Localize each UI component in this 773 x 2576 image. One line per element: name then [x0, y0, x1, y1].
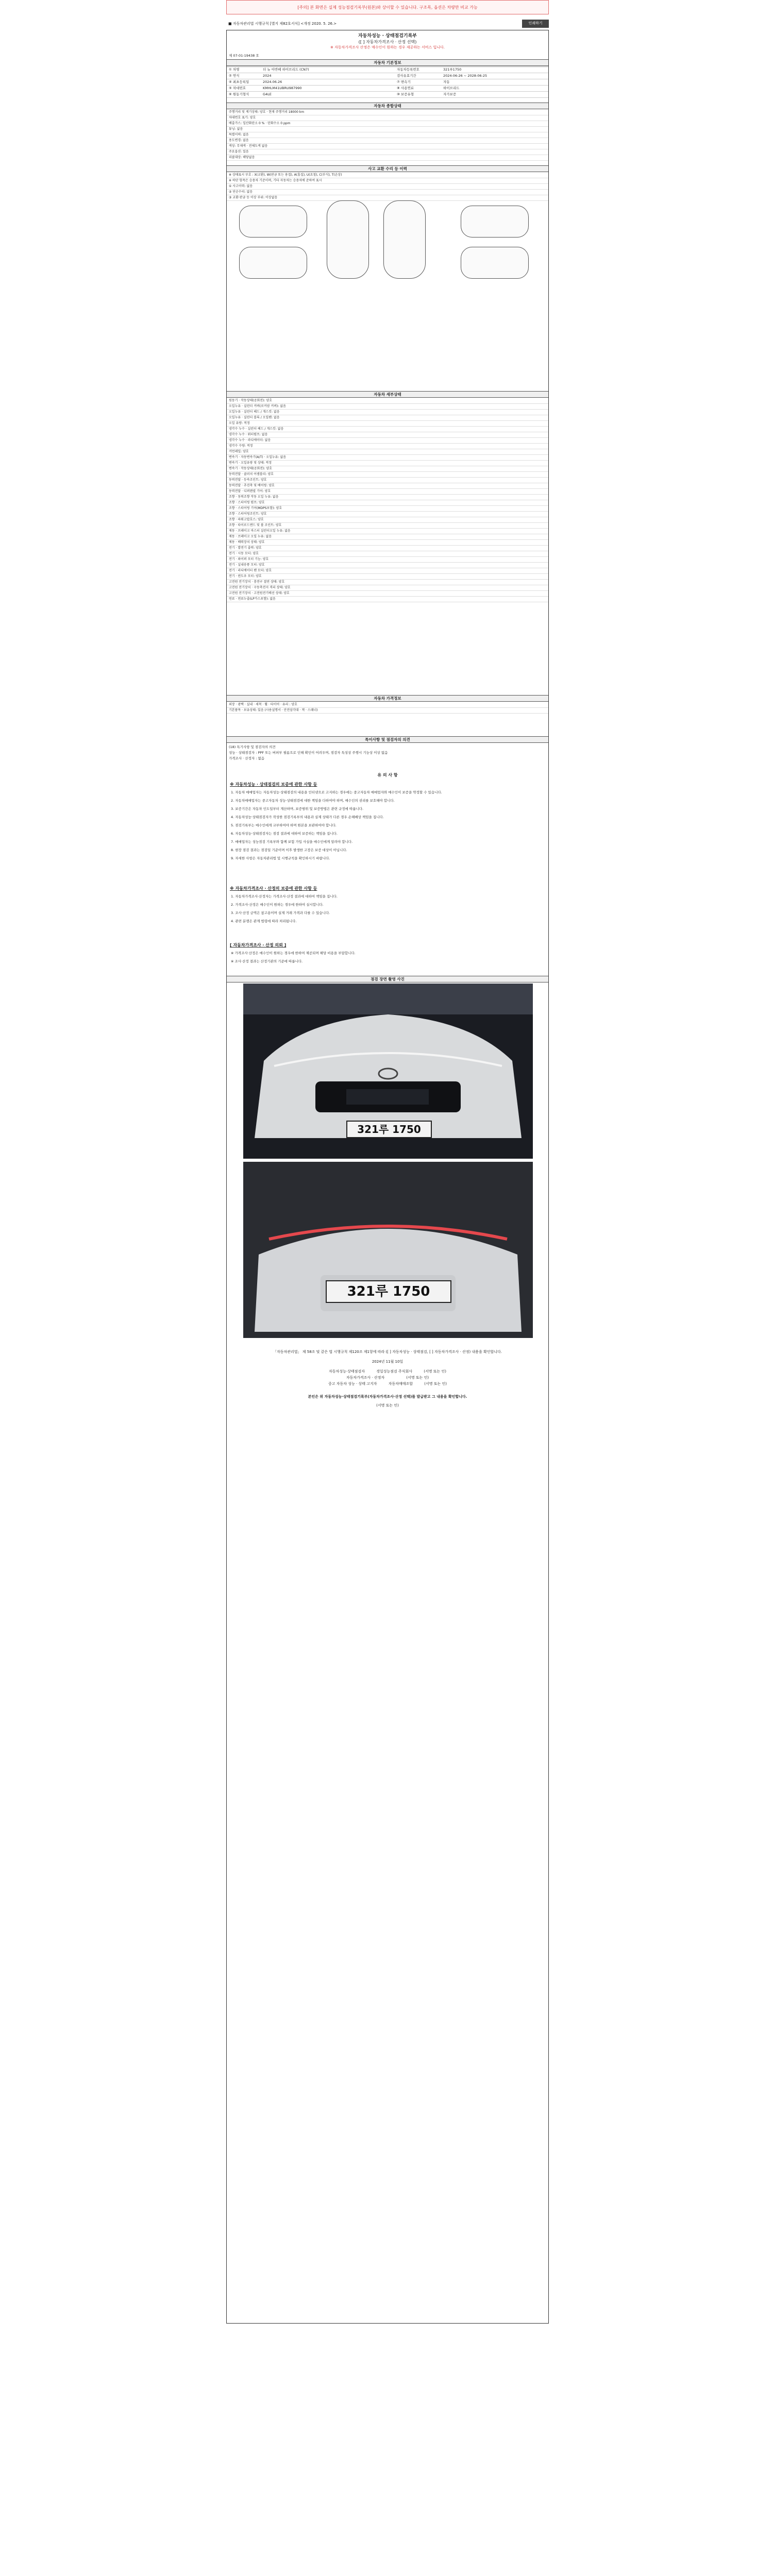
detail-row: 고전원 전기장치 · 고전원전기배선 상태: 양호 — [227, 591, 548, 597]
status-row: 주행거리 및 계기상태: 양호 · 현재 주행거리 18000 km — [227, 110, 548, 115]
detail-row: 전기 · 와이퍼 모터 기능: 양호 — [227, 557, 548, 563]
document-title-block — [227, 33, 548, 50]
law-text: 「자동차관리법」 제 58조 및 같은 법 시행규칙 제120조 제1항에 따라 ([ ] 자동차성능 · 상태점검, [ ] 자동차가격조사 · 산정) 내용을 확인합니다. — [273, 1350, 502, 1354]
notice-paragraph: ※ 조사·산정 결과는 산정기관의 기준에 따릅니다. — [231, 959, 303, 963]
notice-head-price: ※ 자동차가격조사 · 산정의 보증에 관한 사항 등 — [230, 886, 317, 891]
detail-row: 조향 · 스티어링 펌프: 양호 — [227, 500, 548, 506]
status-row: 튜닝: 없음 — [227, 127, 548, 132]
signature-notifier-row — [227, 1381, 548, 1387]
price-row: 기본품목 · 보유상태: 있음 (사용설명서 · 안전삼각대 · 잭 · 스패너) — [227, 708, 548, 714]
detail-row: 전기 · 시동 모터: 양호 — [227, 551, 548, 557]
rear-car-svg — [243, 1162, 533, 1338]
status-list — [227, 110, 548, 161]
notifier-label: 중고 자동차 성능 · 상태 고지자 — [328, 1382, 377, 1386]
detail-row: 고전원 전기장치 · 충전구 절연 상태: 양호 — [227, 580, 548, 585]
detail-row: 커먼레일: 양호 — [227, 449, 548, 455]
basic-row-first-reg — [227, 79, 548, 86]
inspection-document — [226, 30, 549, 2324]
notice-paragraph: 5. 점검기록부는 매수인에게 교부하여야 하며 원본을 보관하여야 합니다. — [231, 823, 337, 827]
exterior-note-row: ※ 상태표시 부호 : X(교환), W(판금 또는 용접), A(흠집), U(요철), C(부식), T(손상) — [227, 173, 548, 178]
exterior-note-row: ② 단순수리: 없음 — [227, 190, 548, 195]
vehicle-period-label: 검사유효기간 — [397, 74, 416, 78]
notifier-value: 자동차매매조합 — [388, 1382, 413, 1386]
signature-date: 2024년 11월 10일 — [372, 1360, 404, 1364]
car-side-right-shape — [461, 206, 529, 238]
notice-paragraph: 2. 가격조사·산정은 매수인이 원하는 경우에 한하여 실시합니다. — [231, 903, 324, 907]
exterior-note-row: ※ 하단 항목은 승용차 기준이며, 기타 자동차는 승용차에 준하여 표시 — [227, 178, 548, 184]
front-photo — [243, 984, 533, 1159]
section-price-info: 자동차 가격정보 — [227, 695, 548, 702]
notice-price-paragraphs — [231, 894, 545, 927]
detail-row: 연료 · 연료누출(LP가스포함): 없음 — [227, 597, 548, 602]
basic-row-vin — [227, 86, 548, 92]
notice-paragraph: 6. 자동차성능·상태점검자는 점검 결과에 대하여 보증하는 책임을 집니다. — [231, 832, 338, 836]
appraiser-sign: (서명 또는 인) — [406, 1376, 429, 1380]
detail-row: 조향 · 동력조향 작동 오일 누유: 없음 — [227, 495, 548, 500]
detail-row: 오일 유량: 적정 — [227, 421, 548, 427]
appraiser-label: 자동차가격조사 · 산정자 — [346, 1376, 385, 1380]
form-number: ■ 자동차관리법 시행규칙 [별지 제82호서식] <개정 2020. 5. 26.> — [228, 22, 337, 26]
opinion-appraiser-text: 없음 — [258, 756, 265, 760]
section-basic-info: 자동차 기본정보 — [227, 59, 548, 66]
notice-paragraph: 1. 자동차 매매업자는 자동차성능·상태점검의 내용을 인터넷으로 고지하는 경우에는 중고자동차 매매업자와 매수인이 보증을 약정할 수 있습니다. — [231, 790, 442, 794]
detail-row: 조향 · 스티어링 기어(MDPS포함): 양호 — [227, 506, 548, 512]
notice-inspection-paragraphs — [231, 790, 545, 864]
car-rear-shape — [461, 247, 529, 279]
detail-row: 전기 · 발전기 출력: 양호 — [227, 546, 548, 551]
vehicle-warranty: 자가보증 — [443, 92, 457, 96]
car-front-shape — [239, 247, 307, 279]
notice-title: 유 의 사 항 — [377, 773, 398, 777]
basic-info-grid — [227, 66, 548, 98]
exterior-notes — [227, 173, 548, 201]
status-row: 주요옵션: 있음 — [227, 149, 548, 155]
detail-row: 원동기 · 작동상태(공회전): 양호 — [227, 398, 548, 404]
vehicle-vin-label: ⑤ 차대번호 — [229, 86, 246, 90]
detail-row: 조향 · 스티어링조인트: 양호 — [227, 512, 548, 517]
notice-paragraph: 4. 관련 분쟁은 관계 법령에 따라 처리됩니다. — [231, 919, 297, 923]
section-detail-status: 자동차 세부상태 — [227, 391, 548, 398]
price-info-list — [227, 702, 548, 714]
car-top-shape — [327, 200, 369, 279]
vehicle-trans-label: ⑦ 변속기 — [397, 80, 411, 84]
notice-paragraph: 3. 보증기간은 자동차 인도일부터 계산하며, 보증범위 및 보증방법은 관련 규정에 따릅니다. — [231, 807, 364, 811]
rear-photo — [243, 1162, 533, 1338]
detail-row: 오일누유 · 실린더 블록 / 오일팬: 없음 — [227, 415, 548, 421]
vehicle-period: 2024-06-26 ~ 2028-06-25 — [443, 74, 488, 78]
car-outline-diagram — [229, 200, 547, 283]
vehicle-name-label: ① 차명 — [229, 67, 240, 72]
detail-row: 오일누유 · 실린더 커버(로커암 커버): 없음 — [227, 404, 548, 410]
status-row: 용도변경: 없음 — [227, 138, 548, 144]
car-side-left-shape — [239, 206, 307, 238]
top-toolbar — [226, 20, 549, 28]
vehicle-reg-label: 자동차등록번호 — [397, 67, 419, 72]
opinion-checker-text: PPF 또는 버퍼부 필름으로 인해 확인이 어려우며, 점검자 특성상 주행시 기능상 이상 없음 — [258, 751, 388, 755]
detail-row: 제동 · 배력장치 상태: 양호 — [227, 540, 548, 546]
opinion-label: (18) 특기사항 및 점검자의 의견 — [229, 745, 276, 749]
document-note: ※ 자동차가격조사 산정은 매수인이 원하는 경우 제공하는 서비스 입니다. — [330, 45, 445, 49]
vehicle-first-reg: 2024.06.26 — [263, 80, 282, 84]
front-license-plate: 321루 1750 — [346, 1121, 432, 1138]
detail-row: 조향 · 파워고압호스: 양호 — [227, 517, 548, 523]
vehicle-engine: G4LE — [263, 92, 272, 96]
signature-checker-row — [227, 1368, 548, 1375]
document-subtitle: ([ ] 자동차가격조사 · 산정 선택) — [358, 40, 417, 44]
status-row: 리콜대상: 해당없음 — [227, 155, 548, 161]
vehicle-first-reg-label: ④ 최초등록일 — [229, 80, 249, 84]
notice-head-inspection: ※ 자동차성능 · 상태점검의 보증에 관한 사항 등 — [230, 782, 317, 787]
vehicle-vin: KMHLM41UBRU987990 — [263, 86, 302, 90]
vehicle-year-label: ② 연식 — [229, 74, 240, 78]
detail-row: 냉각수 누수 · 워터펌프: 없음 — [227, 432, 548, 438]
vehicle-fuel-label: ⑧ 사용연료 — [397, 86, 414, 90]
signature-appraiser-row — [227, 1375, 548, 1381]
detail-row: 변속기 · 작동상태(공회전): 양호 — [227, 466, 548, 472]
notice-head-request: [ 자동차가격조사 · 산정 의뢰 ] — [230, 943, 287, 947]
notice-paragraph: 9. 자세한 사항은 자동차관리법 및 시행규칙을 확인하시기 바랍니다. — [231, 856, 330, 860]
opinion-row-appraiser: 가격조사 · 산정자 : 없음 — [229, 756, 265, 760]
notice-request-paragraphs — [231, 951, 545, 971]
notice-paragraph: 2. 자동차매매업자는 중고자동차 성능·상태점검에 대한 책임을 다하여야 하며, 매수인의 권리를 보호해야 합니다. — [231, 799, 395, 803]
notice-paragraph: 1. 자동차가격조사·산정자는 가격조사·산정 결과에 대하여 책임을 집니다. — [231, 894, 338, 899]
vehicle-warranty-label: ⑩ 보증유형 — [397, 92, 414, 96]
inspection-page — [226, 0, 549, 2324]
detail-row: 동력전달 · 등속조인트: 양호 — [227, 478, 548, 483]
detail-row: 동력전달 · 클러치 어셈블리: 양호 — [227, 472, 548, 478]
section-accident-history: 사고 교환 수리 등 이력 — [227, 165, 548, 172]
detail-status-list — [227, 398, 548, 602]
detail-row: 전기 · 윈도우 모터: 양호 — [227, 574, 548, 580]
notice-paragraph: 7. 매매업자는 성능점검 기록부와 함께 보험 가입 사실을 매수인에게 알려야 합니다. — [231, 840, 353, 844]
vehicle-name: 더 뉴 아반떼 하이브리드 (CN7) — [263, 67, 309, 72]
detail-row: 제동 · 브레이크 마스터 실린더오일 누유: 없음 — [227, 529, 548, 534]
exterior-note-row: ① 사고이력: 없음 — [227, 184, 548, 190]
vehicle-fuel: 하이브리드 — [443, 86, 460, 90]
detail-row: 제동 · 브레이크 오일 누유: 없음 — [227, 534, 548, 540]
warning-banner: [주의] 본 화면은 실제 성능점검기록부(원본)와 상이할 수 있습니다. 구조목, 옵션은 차량만 비교 가능 — [226, 0, 549, 14]
status-row: 특별이력: 없음 — [227, 132, 548, 138]
detail-row: 오일누유 · 실린더 헤드 / 개스킷: 없음 — [227, 410, 548, 415]
basic-row-year — [227, 73, 548, 79]
section-photos: 점검 장면 촬영 사진 — [227, 976, 548, 982]
vehicle-year: 2024 — [263, 74, 272, 78]
price-row: 외장 · 광택 · 실내 · 세척 · 휠 · 타이어 · 유리 : 양호 — [227, 702, 548, 708]
print-button[interactable]: 인쇄하기 — [522, 20, 549, 28]
checker-label: 자동차성능·상태점검자 — [329, 1369, 365, 1374]
detail-row: 동력전달 · 추진축 및 베어링: 양호 — [227, 483, 548, 489]
detail-row: 고전원 전기장치 · 구동축전지 격리 상태: 양호 — [227, 585, 548, 591]
notifier-sign: (서명 또는 인) — [424, 1382, 447, 1386]
detail-row: 냉각수 누수 · 라디에이터: 없음 — [227, 438, 548, 444]
detail-row: 냉각수 누수 · 실린더 헤드 / 개스킷: 없음 — [227, 427, 548, 432]
detail-row: 전기 · 실내송풍 모터: 양호 — [227, 563, 548, 568]
opinion-block — [229, 744, 547, 761]
status-row: 차대번호 표기: 양호 — [227, 115, 548, 121]
rear-license-plate: 321루 1750 — [326, 1280, 451, 1303]
signature-block — [227, 1349, 548, 1408]
section-opinion: 특이사항 및 점검자의 의견 — [227, 736, 548, 743]
vehicle-reg: 321루1750 — [443, 67, 462, 72]
exterior-note-row: ③ 교환·판금 등 이상 부위: 이상없음 — [227, 195, 548, 201]
receive-text: 본인은 위 자동차성능·상태점검기록부(자동차가격조사·산정 선택)를 발급받고 그 내용을 확인합니다. — [308, 1395, 467, 1399]
document-title: 자동차성능 · 상태점검기록부 — [358, 33, 417, 39]
detail-row: 변속기 · 오일유량 및 상태: 적정 — [227, 461, 548, 466]
notice-paragraph: 3. 조사·산정 금액은 참고용이며 실제 거래 가격과 다를 수 있습니다. — [231, 911, 330, 915]
checker-sign: (서명 또는 인) — [424, 1369, 446, 1374]
opinion-row-checker: 성능 · 상태점검자 : PPF 또는 버퍼부 필름으로 인해 확인이 어려우며, 점검자 특성상 주행시 기능상 이상 없음 — [229, 751, 388, 755]
status-row: 색상: 무채색 · 전체도색 없음 — [227, 144, 548, 149]
basic-row-engine — [227, 92, 548, 98]
notice-paragraph: 8. 현장 점검 결과는 점검일 기준이며 이후 발생한 고장은 보증 대상이 아닙니다. — [231, 848, 347, 852]
checker-value: 경일성능점검 주식회사 — [376, 1369, 412, 1374]
vehicle-engine-label: ⑥ 원동기형식 — [229, 92, 249, 96]
notice-paragraph: 4. 자동차성능·상태점검자가 작성한 점검기록부의 내용과 실제 상태가 다른 경우 손해배상 책임을 집니다. — [231, 815, 384, 819]
status-row: 배출가스: 일산화탄소 0 % · 탄화수소 0 ppm — [227, 121, 548, 127]
opinion-appraiser-label: 가격조사 · 산정자 — [229, 756, 255, 760]
section-overall-status: 자동차 종합상태 — [227, 103, 548, 109]
receiver-sign: (서명 또는 인) — [376, 1403, 399, 1408]
opinion-checker-label: 성능 · 상태점검자 — [229, 751, 255, 755]
detail-row: 변속기 · 자동변속기(A/T) · 오일누유: 없음 — [227, 455, 548, 461]
car-bottom-shape — [383, 200, 426, 279]
detail-row: 전기 · 라디에이터 팬 모터: 양호 — [227, 568, 548, 574]
document-meta: 제 07-01-19438 호 — [229, 54, 259, 58]
basic-row-name — [227, 67, 548, 73]
detail-row: 조향 · 타이로드엔드 및 볼 조인트: 양호 — [227, 523, 548, 529]
detail-row: 냉각수 수량: 적정 — [227, 444, 548, 449]
notice-paragraph: ※ 가격조사·산정은 매수인이 원하는 경우에 한하여 제공되며 해당 비용을 부담합니다. — [231, 951, 356, 955]
vehicle-trans: 자동 — [443, 80, 450, 84]
detail-row: 동력전달 · 디퍼렌셜 기어: 양호 — [227, 489, 548, 495]
